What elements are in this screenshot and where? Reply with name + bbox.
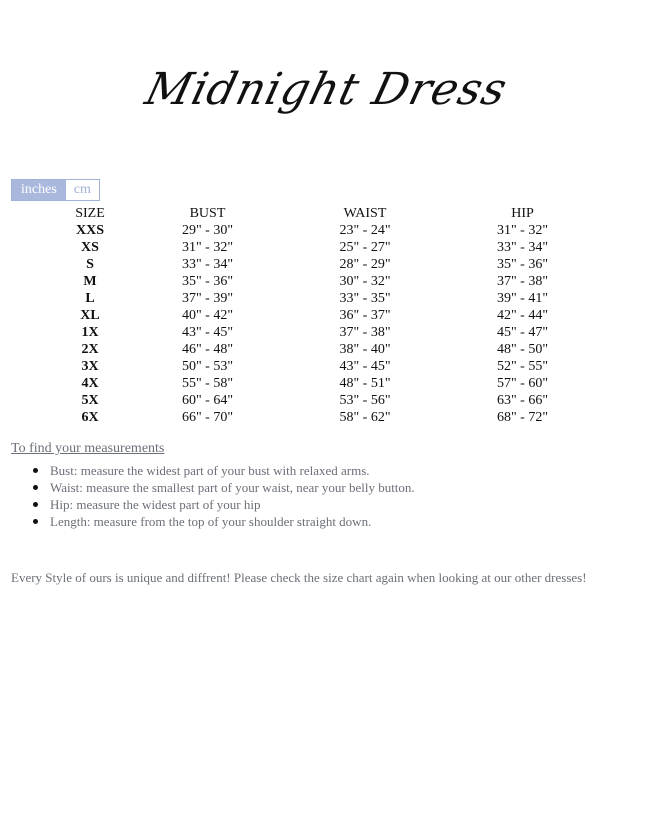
cell-hip: 63" - 66" xyxy=(496,392,549,408)
cell-size: XL xyxy=(80,307,100,323)
cell-waist: 53" - 56" xyxy=(339,392,391,408)
table-row xyxy=(50,222,600,239)
cell-hip: 39" - 41" xyxy=(496,290,549,306)
cell-size: 2X xyxy=(81,341,99,357)
style-note: Every Style of ours is unique and diffrent! Please check the size chart again when looking at our other dresses! xyxy=(11,570,587,585)
cell-hip: 57" - 60" xyxy=(496,375,549,391)
cell-size: XXS xyxy=(75,222,104,238)
cell-bust: 29" - 30" xyxy=(181,222,234,238)
cell-waist: 23" - 24" xyxy=(339,222,391,238)
list-item: Length: measure from the top of your shoulder straight down. xyxy=(50,513,415,530)
table-row xyxy=(50,358,600,375)
table-row xyxy=(50,290,600,307)
cell-waist: 28" - 29" xyxy=(339,256,391,272)
cell-bust: 33" - 34" xyxy=(181,256,234,272)
cell-bust: 40" - 42" xyxy=(181,307,234,323)
cell-bust: 35" - 36" xyxy=(181,273,234,289)
cell-bust: 66" - 70" xyxy=(181,409,234,425)
cell-size: 5X xyxy=(81,392,99,408)
cell-waist: 38" - 40" xyxy=(339,341,391,357)
cell-size: 6X xyxy=(81,409,99,425)
cell-bust: 60" - 64" xyxy=(181,392,234,408)
measurement-tips-list xyxy=(30,462,415,530)
cell-hip: 45" - 47" xyxy=(496,324,549,340)
measurements-link[interactable]: To find your measurements xyxy=(11,441,165,456)
cell-size: S xyxy=(86,256,94,272)
cell-size: 3X xyxy=(81,358,99,374)
cell-size: XS xyxy=(81,239,99,255)
cell-hip: 42" - 44" xyxy=(496,307,549,323)
cell-hip: 48" - 50" xyxy=(496,341,549,357)
table-row xyxy=(50,307,600,324)
cell-bust: 50" - 53" xyxy=(181,358,234,374)
cell-waist: 48" - 51" xyxy=(339,375,391,391)
table-row xyxy=(50,256,600,273)
cell-bust: 43" - 45" xyxy=(181,324,234,340)
cell-bust: 37" - 39" xyxy=(181,290,234,306)
size-chart-table xyxy=(50,205,600,426)
unit-toggle[interactable] xyxy=(11,179,100,201)
header-size: SIZE xyxy=(75,205,105,221)
table-row xyxy=(50,239,600,256)
cell-hip: 37" - 38" xyxy=(496,273,549,289)
table-row xyxy=(50,392,600,409)
unit-cm-button[interactable]: cm xyxy=(66,180,99,200)
cell-waist: 36" - 37" xyxy=(339,307,391,323)
cell-waist: 25" - 27" xyxy=(339,239,391,255)
cell-hip: 33" - 34" xyxy=(496,239,549,255)
table-row xyxy=(50,341,600,358)
cell-waist: 37" - 38" xyxy=(339,324,391,340)
table-row xyxy=(50,375,600,392)
cell-waist: 43" - 45" xyxy=(339,358,391,374)
header-bust: BUST xyxy=(189,205,226,221)
cell-hip: 52" - 55" xyxy=(496,358,549,374)
cell-hip: 35" - 36" xyxy=(496,256,549,272)
cell-waist: 33" - 35" xyxy=(339,290,391,306)
table-row xyxy=(50,273,600,290)
cell-bust: 31" - 32" xyxy=(181,239,234,255)
table-row xyxy=(50,324,600,341)
header-hip: HIP xyxy=(511,205,534,221)
cell-size: M xyxy=(83,273,97,289)
cell-waist: 58" - 62" xyxy=(339,409,391,425)
list-item: Bust: measure the widest part of your bust with relaxed arms. xyxy=(50,462,415,479)
page-title: Midnight Dress xyxy=(140,64,513,115)
cell-bust: 46" - 48" xyxy=(181,341,234,357)
cell-hip: 31" - 32" xyxy=(496,222,549,238)
list-item: Hip: measure the widest part of your hip xyxy=(50,496,415,513)
list-item: Waist: measure the smallest part of your waist, near your belly button. xyxy=(50,480,415,495)
unit-inches-button[interactable]: inches xyxy=(12,180,66,200)
cell-size: 4X xyxy=(81,375,99,391)
cell-size: L xyxy=(85,290,95,306)
cell-waist: 30" - 32" xyxy=(339,273,391,289)
cell-bust: 55" - 58" xyxy=(181,375,234,391)
table-row xyxy=(50,409,600,426)
cell-hip: 68" - 72" xyxy=(496,409,549,425)
header-waist: WAIST xyxy=(343,205,387,221)
cell-size: 1X xyxy=(81,324,99,340)
table-header-row xyxy=(50,205,600,222)
